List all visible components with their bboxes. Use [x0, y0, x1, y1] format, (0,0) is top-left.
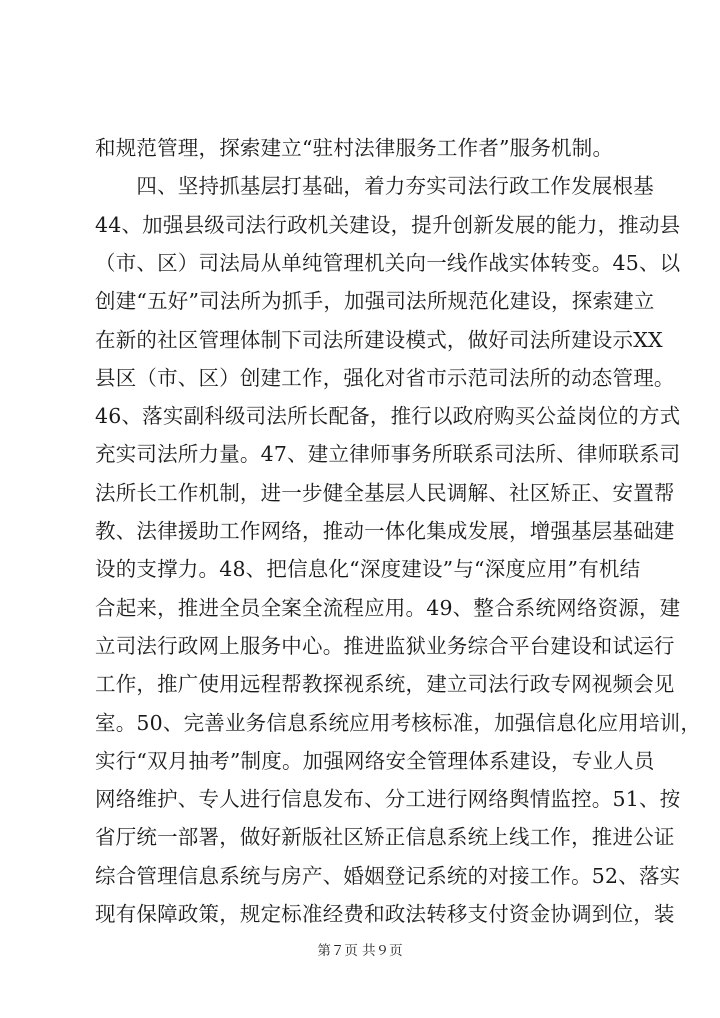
section-heading-line: 四、坚持抓基层打基础，着力夯实司法行政工作发展根基 [95, 174, 654, 199]
body-text-line: （市、区）司法局从单纯管理机关向一线作战实体转变。45、以 [95, 250, 681, 275]
page-number: 第７页 共９页 [317, 943, 403, 959]
body-text-line: 现有保障政策，规定标准经费和政法转移支付资金协调到位，装 [95, 902, 675, 926]
body-text-line: 在新的社区管理体制下司法所建设模式，做好司法所建设示XX [95, 327, 663, 352]
body-text-line: 实行“双月抽考”制度。加强网络安全管理体系建设，专业人员 [95, 748, 655, 773]
body-text-line: 创建“五好”司法所为抓手，加强司法所规范化建设，探索建立 [95, 289, 655, 314]
body-text-line: 合起来，推进全员全案全流程应用。49、整合系统网络资源，建 [95, 595, 681, 620]
body-text-line: 充实司法所力量。47、建立律师事务所联系司法所、律师联系司 [95, 442, 681, 467]
body-text-line: 县区（市、区）创建工作，强化对省市示范司法所的动态管理。 [95, 365, 675, 390]
body-text-line: 教、法律援助工作网络，推动一体化集成发展，增强基层基础建 [95, 519, 675, 543]
body-text-line: 综合管理信息系统与房产、婚姻登记系统的对接工作。52、落实 [95, 863, 681, 888]
body-text-line: 和规范管理，探索建立“驻村法律服务工作者”服务机制。 [95, 136, 614, 160]
body-text-line: 网络维护、专人进行信息发布、分工进行网络舆情监控。51、按 [95, 787, 681, 812]
body-text-line: 44、加强县级司法行政机关建设，提升创新发展的能力，推动县 [95, 212, 681, 237]
body-text-line: 法所长工作机制，进一步健全基层人民调解、社区矫正、安置帮 [95, 480, 675, 505]
body-text-line: 立司法行政网上服务中心。推进监狱业务综合平台建设和试运行 [95, 633, 675, 658]
body-text-line: 室。50、完善业务信息系统应用考核标准，加强信息化应用培训， [95, 710, 702, 735]
body-text-line: 设的支撑力。48、把信息化“深度建设”与“深度应用”有机结 [95, 557, 641, 582]
body-text-line: 省厅统一部署，做好新版社区矫正信息系统上线工作，推进公证 [95, 825, 675, 850]
body-text-line: 工作，推广使用远程帮教探视系统，建立司法行政专网视频会见 [95, 672, 675, 697]
body-text-line: 46、落实副科级司法所长配备，推行以政府购买公益岗位的方式 [95, 404, 681, 429]
